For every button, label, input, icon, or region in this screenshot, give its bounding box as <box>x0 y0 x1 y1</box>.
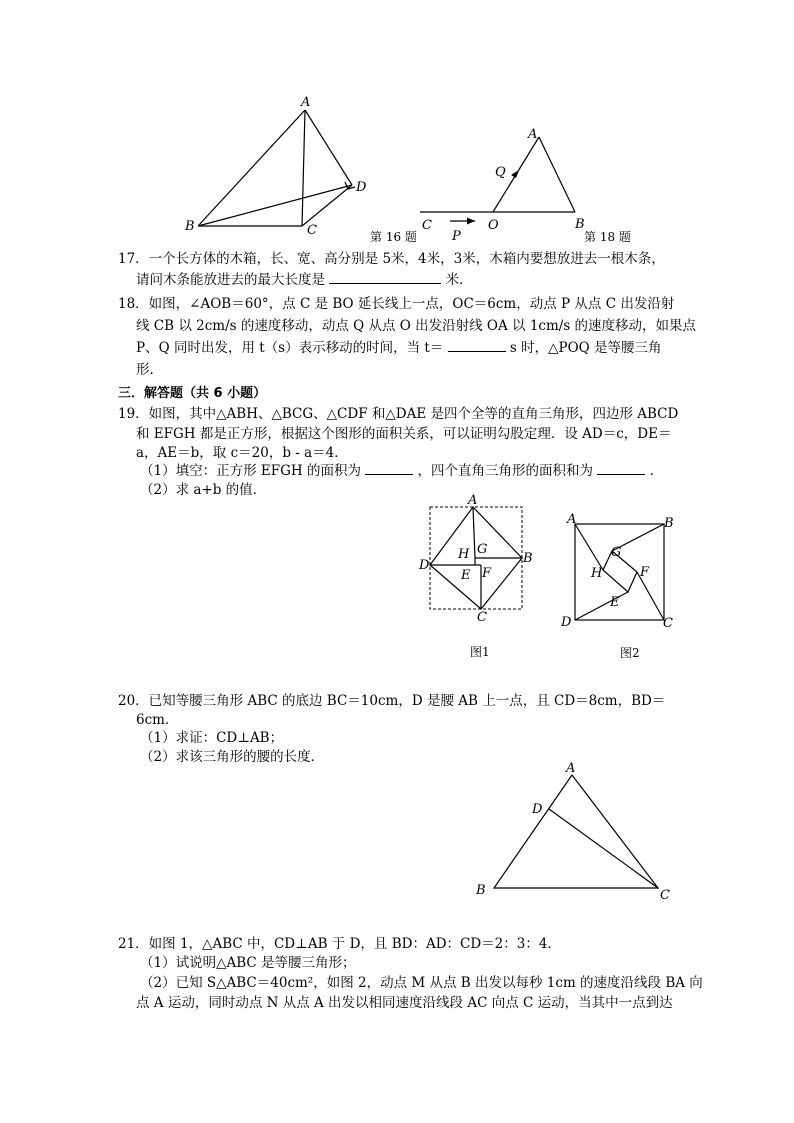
section-3-heading: 三．解答题（共 6 小题） <box>118 386 267 401</box>
q17-line2 <box>136 271 463 289</box>
fig20-label-c: C <box>660 888 670 903</box>
q18-line2: 线 CB 以 2cm/s 的速度移动，动点 Q 从点 O 出发沿射线 OA 以 1cm/s 的速度移动，如果点 <box>136 318 697 334</box>
q17-answer-blank[interactable] <box>329 271 441 284</box>
q19-part1 <box>140 462 663 480</box>
q18-line1: 18．如图，∠AOB＝60°，点 C 是 BO 延长线上一点，OC＝6cm，动点 P 从点 C 出发沿射 <box>118 296 675 312</box>
q19-part1-mid: ，四个直角三角形的面积和为 <box>417 463 594 479</box>
fig16-label-d: D <box>356 180 367 195</box>
fig19-1-label-e: E <box>461 568 471 583</box>
fig18-label-p: P <box>452 229 461 244</box>
fig18-label-q: Q <box>495 165 506 180</box>
q19-blank-triangle-area[interactable] <box>597 462 645 475</box>
figure-18 <box>415 120 600 245</box>
fig18-label-a: A <box>528 127 538 142</box>
fig19-1-label-c: C <box>477 610 487 625</box>
fig19-1-label-g: G <box>477 542 488 557</box>
q17-line1: 17．一个长方体的木箱，长、宽、高分别是 5米，4米，3米，木箱内要想放进去一根木条， <box>118 251 665 267</box>
fig19-1-label-b: B <box>523 551 533 566</box>
q17-line2-pre: 请问木条能放进去的最大长度是 <box>136 272 325 288</box>
q21-part1: （1）试说明△ABC 是等腰三角形； <box>140 955 356 971</box>
q18-line4: 形. <box>136 362 154 378</box>
q19-part1-pre: （1）填空：正方形 EFGH 的面积为 <box>140 463 361 479</box>
fig19-1-label-h: H <box>458 547 470 562</box>
fig16-label-a: A <box>301 95 311 110</box>
fig19-1-label-f: F <box>482 566 492 581</box>
fig16-caption: 第 16 题 <box>370 230 417 244</box>
fig19-2-label-a: A <box>567 512 577 527</box>
q19-part1-post: ． <box>649 463 664 479</box>
fig18-label-b: B <box>575 217 585 232</box>
fig18-label-o: O <box>488 218 499 233</box>
q19-blank-square-area[interactable] <box>365 462 413 475</box>
fig19-2-label-e: E <box>610 595 620 610</box>
q20-line1: 20．已知等腰三角形 ABC 的底边 BC＝10cm，D 是腰 AB 上一点，且 CD＝8cm，BD＝ <box>118 693 666 709</box>
fig19-2-label-f: F <box>640 565 650 580</box>
fig16-label-b: B <box>185 219 195 234</box>
figure-16 <box>180 90 380 250</box>
fig19-2-label-c: C <box>663 616 673 631</box>
q21-line1: 21．如图 1，△ABC 中，CD⊥AB 于 D，且 BD：AD：CD＝2：3：4． <box>118 936 561 952</box>
fig18-caption: 第 18 题 <box>584 230 631 244</box>
q18-line3-post: s 时，△POQ 是等腰三角 <box>509 340 662 356</box>
fig19-2-label-g: G <box>611 545 622 560</box>
fig18-label-c: C <box>422 218 432 233</box>
figure-20 <box>470 758 685 906</box>
figure-19-1 <box>415 490 540 665</box>
q18-line3-pre: P、Q 同时出发，用 t（s）表示移动的时间，当 t＝ <box>136 340 444 356</box>
q20-part2: （2）求该三角形的腰的长度． <box>140 749 325 765</box>
q19-part2: （2）求 a+b 的值． <box>140 482 267 498</box>
fig20-label-d: D <box>532 802 543 817</box>
fig19-2-caption: 图2 <box>620 646 640 660</box>
fig20-label-a: A <box>566 761 576 776</box>
q19-line3: a，AE＝b，取 c＝20，b - a＝4． <box>136 445 348 461</box>
q20-line2: 6cm． <box>136 712 179 728</box>
fig19-1-caption: 图1 <box>470 645 490 659</box>
fig20-label-b: B <box>476 883 486 898</box>
q18-answer-blank[interactable] <box>448 339 506 352</box>
q17-line2-post: 米. <box>445 272 464 288</box>
fig16-label-c: C <box>307 223 317 238</box>
q21-part2a: （2）已知 S△ABC＝40cm²，如图 2，动点 M 从点 B 出发以每秒 1cm 的速度沿线段 BA 向 <box>140 975 703 991</box>
fig19-2-label-h: H <box>591 566 603 581</box>
figure-19-2 <box>560 508 685 663</box>
fig19-2-label-d: D <box>561 615 572 630</box>
fig19-2-label-b: B <box>664 516 674 531</box>
q20-part1: （1）求证：CD⊥AB； <box>140 730 284 746</box>
fig19-1-label-a: A <box>468 493 478 508</box>
q21-part2b: 点 A 运动，同时动点 N 从点 A 出发以相同速度沿线段 AC 向点 C 运动，当其中一点到达 <box>136 995 673 1011</box>
fig19-1-label-d: D <box>419 558 430 573</box>
q19-line1: 19．如图，其中△ABH、△BCG、△CDF 和△DAE 是四个全等的直角三角形，四边形 ABCD <box>118 406 679 422</box>
q18-line3 <box>136 339 662 357</box>
q19-line2: 和 EFGH 都是正方形，根据这个图形的面积关系，可以证明勾股定理．设 AD＝c，DE＝ <box>136 426 672 442</box>
